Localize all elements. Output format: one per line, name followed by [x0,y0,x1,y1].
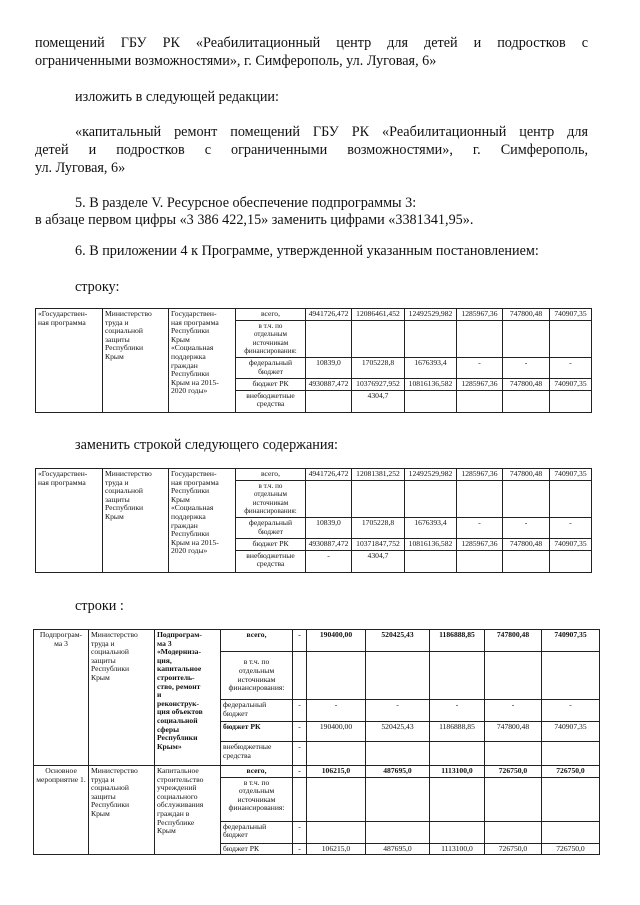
value-cell: 1113100,0 [430,766,485,778]
value-cell [430,777,485,821]
value-cell: 4941726,472 [306,469,352,481]
value-cell: - [503,517,550,538]
value-cell: 520425,43 [366,630,430,652]
source-label-cell: бюджет РК [236,378,306,390]
value-cell: - [293,821,307,843]
value-cell [306,390,352,412]
paragraph-1-line-1: помещений ГБУ РК «Реабилитационный центр для детей и подростков с [35,35,588,51]
value-cell [542,821,600,843]
paragraph-1-line-2: ограниченными возможностями», г. Симферополь, ул. Луговая, 6» [35,53,437,69]
source-label-cell: в т.ч. по отдельным источникам финансирования: [221,777,293,821]
value-cell [430,652,485,700]
value-cell [430,821,485,843]
table-row [34,766,600,778]
program-name-cell: Государствен- ная программа Республики Крым «Социальная поддержка граждан Республики Крым на 2015- 2020 годы» [169,309,236,413]
value-cell: - [550,517,592,538]
value-cell [352,320,405,357]
event-name-cell: Капитальное строительство учреждений социального обслуживания граждан в Республике Крым [155,766,221,855]
value-cell: 726750,0 [542,843,600,855]
value-cell: 12086461,452 [352,309,405,321]
value-cell: - [293,766,307,778]
value-cell: 190400,00 [307,722,366,742]
source-label-cell: федеральный бюджет [221,700,293,722]
paragraph-3-line-2: детей и подростков с ограниченными возможностями», г. Симферополь, [35,142,588,158]
value-cell [307,652,366,700]
table-row [36,309,592,321]
value-cell: - [293,843,307,855]
value-cell [430,742,485,766]
value-cell: - [293,722,307,742]
value-cell: 1113100,0 [430,843,485,855]
value-cell [307,742,366,766]
value-cell: 10839,0 [306,517,352,538]
source-label-cell: внебюджетные средства [236,390,306,412]
event-cell: Основное мероприятие 1. [34,766,89,855]
paragraph-section-5-detail: в абзаце первом цифры «3 386 422,15» заменить цифрами «3381341,95». [35,212,474,228]
value-cell [306,320,352,357]
value-cell: 1676393,4 [405,517,457,538]
value-cell: 726750,0 [542,766,600,778]
source-label-cell: федеральный бюджет [221,821,293,843]
value-cell [485,821,542,843]
value-cell [366,742,430,766]
value-cell: 740907,35 [550,469,592,481]
program-name-cell: Государствен- ная программа Республики Крым «Социальная поддержка граждан Республики Крым на 2015- 2020 годы» [169,469,236,573]
paragraph-section-5: 5. В разделе V. Ресурсное обеспечение подпрограммы 3: [75,195,417,211]
source-label-cell: федеральный бюджет [236,517,306,538]
value-cell: 10816136,582 [405,538,457,550]
value-cell: 4304,7 [352,390,405,412]
value-cell: 10371847,752 [352,538,405,550]
paragraph-rows-label: строки : [75,598,124,614]
value-cell: - [293,630,307,652]
source-label-cell: в т.ч. по отдельным источникам финансирования: [236,320,306,357]
value-cell [457,390,503,412]
value-cell [485,742,542,766]
value-cell: 10816136,582 [405,378,457,390]
value-cell: 4930887,472 [306,378,352,390]
value-cell [550,390,592,412]
table-row [34,630,600,652]
value-cell: 4304,7 [352,550,405,572]
value-cell [457,480,503,517]
value-cell: 747800,48 [485,722,542,742]
table-subprogram-rows [33,629,600,855]
value-cell [405,320,457,357]
value-cell: 726750,0 [485,843,542,855]
value-cell [485,777,542,821]
value-cell: 1186888,85 [430,722,485,742]
value-cell [503,390,550,412]
value-cell: 106215,0 [307,766,366,778]
value-cell [307,821,366,843]
value-cell [306,480,352,517]
executor-cell: Министерство труда и социальной защиты Республики Крым [103,309,169,413]
value-cell: 487695,0 [366,843,430,855]
paragraph-row-label: строку: [75,279,120,295]
source-label-cell: всего, [221,630,293,652]
table-original-row [35,308,592,413]
value-cell: 12492529,982 [405,469,457,481]
value-cell [366,652,430,700]
value-cell: 747800,48 [485,630,542,652]
value-cell: 1285967,36 [457,538,503,550]
value-cell [542,777,600,821]
value-cell: 12081381,252 [352,469,405,481]
value-cell [503,550,550,572]
value-cell [307,777,366,821]
value-cell: 740907,35 [542,630,600,652]
value-cell: 740907,35 [550,309,592,321]
value-cell: 1705228,8 [352,517,405,538]
value-cell [405,480,457,517]
value-cell [352,480,405,517]
value-cell: 740907,35 [550,538,592,550]
value-cell: 1285967,36 [457,309,503,321]
value-cell: 740907,35 [542,722,600,742]
value-cell: 106215,0 [307,843,366,855]
source-label-cell: бюджет РК [236,538,306,550]
value-cell: 10376927,952 [352,378,405,390]
value-cell: 12492529,982 [405,309,457,321]
value-cell [503,320,550,357]
value-cell: 1676393,4 [405,357,457,378]
value-cell: 726750,0 [485,766,542,778]
value-cell: 10839,0 [306,357,352,378]
source-label-cell: внебюджетные средства [221,742,293,766]
value-cell: - [366,700,430,722]
value-cell: 190400,00 [307,630,366,652]
source-label-cell: в т.ч. по отдельным источникам финансирования: [236,480,306,517]
value-cell: 747800,48 [503,309,550,321]
value-cell: - [457,517,503,538]
value-cell [503,480,550,517]
value-cell [405,550,457,572]
value-cell: 740907,35 [550,378,592,390]
program-type-cell: «Государствен- ная программа [36,469,103,573]
program-type-cell: «Государствен- ная программа [36,309,103,413]
source-label-cell: внебюджетные средства [236,550,306,572]
value-cell [550,550,592,572]
value-cell: - [306,550,352,572]
value-cell: - [550,357,592,378]
paragraph-3-line-3: ул. Луговая, 6» [35,160,126,176]
paragraph-3-line-1: «капитальный ремонт помещений ГБУ РК «Реабилитационный центр для [75,124,588,140]
value-cell: 1285967,36 [457,378,503,390]
executor-cell: Министерство труда и социальной защиты Республики Крым [103,469,169,573]
source-label-cell: всего, [236,309,306,321]
value-cell [550,480,592,517]
paragraph-replace-with: заменить строкой следующего содержания: [75,437,338,453]
value-cell [366,777,430,821]
table-row [36,469,592,481]
value-cell [550,320,592,357]
value-cell: 4941726,472 [306,309,352,321]
paragraph-instruction: изложить в следующей редакции: [75,89,279,105]
source-label-cell: всего, [236,469,306,481]
value-cell [485,652,542,700]
paragraph-section-6: 6. В приложении 4 к Программе, утвержденной указанным постановлением: [75,243,539,259]
executor-cell: Министерство труда и социальной защиты Республики Крым [89,630,155,766]
source-label-cell: в т.ч. по отдельным источникам финансирования: [221,652,293,700]
value-cell: 747800,48 [503,538,550,550]
value-cell: - [430,700,485,722]
value-cell [366,821,430,843]
value-cell: 747800,48 [503,378,550,390]
value-cell [405,390,457,412]
source-label-cell: федеральный бюджет [236,357,306,378]
value-cell: 1186888,85 [430,630,485,652]
value-cell [293,652,307,700]
value-cell: 1285967,36 [457,469,503,481]
value-cell: - [503,357,550,378]
source-label-cell: бюджет РК [221,722,293,742]
executor-cell: Министерство труда и социальной защиты Республики Крым [89,766,155,855]
value-cell [457,550,503,572]
value-cell [293,777,307,821]
subprogram-name-cell: Подпрограм- ма 3 «Модерниза- ция, капитальное строитель- ство, ремонт и реконструк- ция объектов социальной сферы Республики Крым» [155,630,221,766]
value-cell: - [307,700,366,722]
table-replacement-row [35,468,592,573]
subprogram-cell: Подпрограм- ма 3 [34,630,89,766]
value-cell: - [457,357,503,378]
source-label-cell: всего, [221,766,293,778]
value-cell: - [293,700,307,722]
value-cell: - [293,742,307,766]
value-cell [457,320,503,357]
value-cell [542,652,600,700]
value-cell: 487695,0 [366,766,430,778]
value-cell: - [485,700,542,722]
value-cell: 4930887,472 [306,538,352,550]
value-cell: 520425,43 [366,722,430,742]
value-cell: 1705228,8 [352,357,405,378]
value-cell: - [542,700,600,722]
value-cell: 747800,48 [503,469,550,481]
value-cell [542,742,600,766]
source-label-cell: бюджет РК [221,843,293,855]
